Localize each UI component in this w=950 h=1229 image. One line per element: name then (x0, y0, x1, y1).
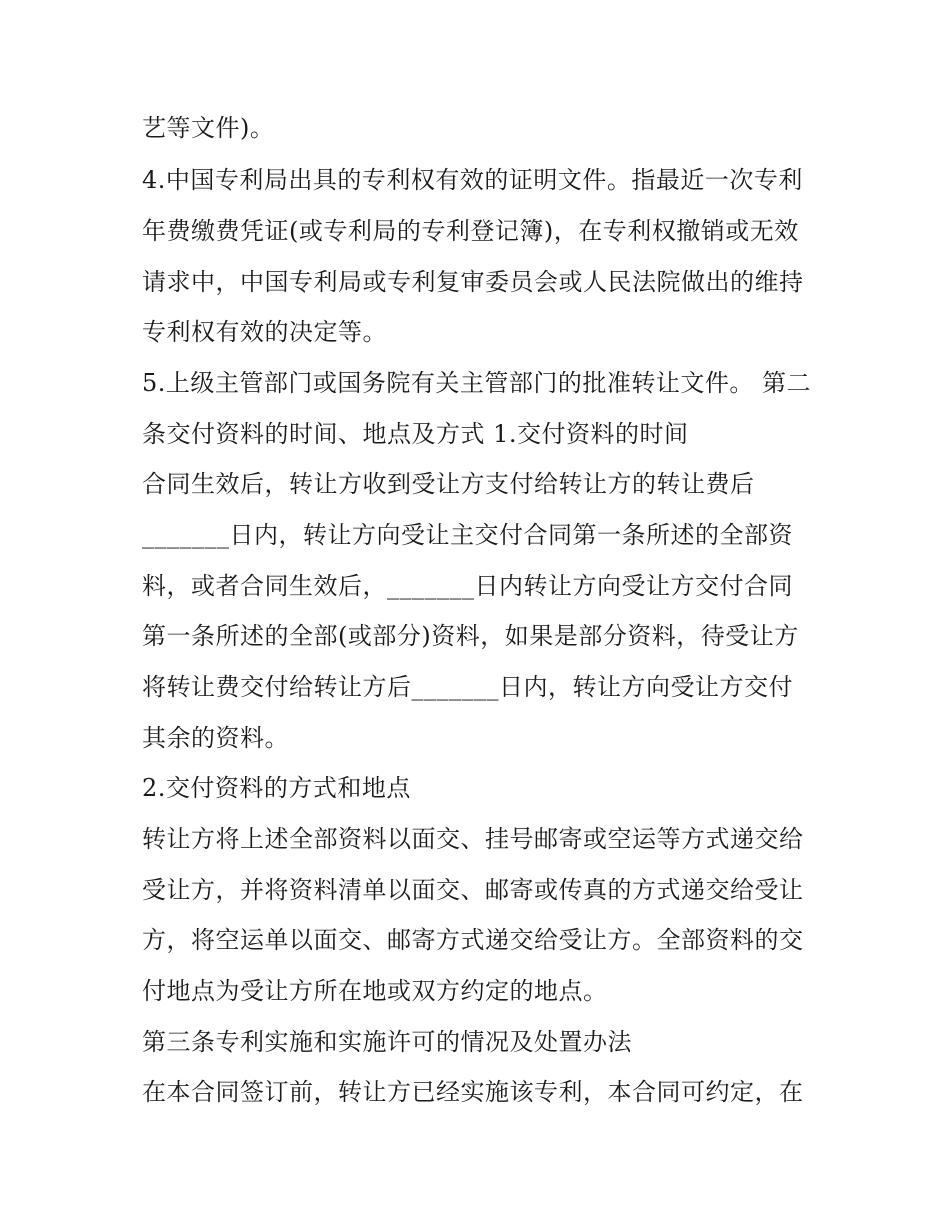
text-line: 4.中国专利局出具的专利权有效的证明文件。指最近一次专利 (142, 166, 803, 194)
text-line: 其余的资料。 (142, 724, 289, 752)
text-line: 5.上级主管部门或国务院有关主管部门的批准转让文件。 第二 (142, 369, 812, 397)
text-line: 合同生效后，转让方收到受让方支付给转让方的转让费后 (142, 470, 755, 498)
text-line: 条交付资料的时间、地点及方式 1.交付资料的时间 (142, 420, 689, 448)
text-line: 付地点为受让方所在地或双方约定的地点。 (142, 977, 608, 1005)
text-line: 方，将空运单以面交、邮寄方式递交给受让方。全部资料的交 (142, 926, 804, 954)
text-line: 受让方，并将资料清单以面交、邮寄或传真的方式递交给受让 (142, 876, 804, 904)
text-line: 请求中，中国专利局或专利复审委员会或人民法院做出的维持 (142, 268, 804, 296)
text-line: 第一条所述的全部(或部分)资料，如果是部分资料，待受让方 (142, 622, 799, 650)
text-line: 艺等文件)。 (142, 114, 275, 142)
section-heading: 第三条专利实施和实施许可的情况及处置办法 (142, 1028, 632, 1056)
text-line: _______日内，转让方向受让主交付合同第一条所述的全部资 (142, 521, 793, 549)
text-line: 专利权有效的决定等。 (142, 318, 387, 346)
text-line: 年费缴费凭证(或专利局的专利登记簿)，在专利权撤销或无效 (142, 217, 799, 245)
text-line: 料，或者合同生效后，_______日内转让方向受让方交付合同 (142, 572, 793, 600)
text-line: 转让方将上述全部资料以面交、挂号邮寄或空运等方式递交给 (142, 825, 804, 853)
section-heading: 2.交付资料的方式和地点 (142, 774, 411, 802)
text-line: 将转让费交付给转让方后_______日内，转让方向受让方交付 (142, 673, 793, 701)
text-line: 在本合同签订前，转让方已经实施该专利，本合同可约定，在 (142, 1078, 804, 1106)
